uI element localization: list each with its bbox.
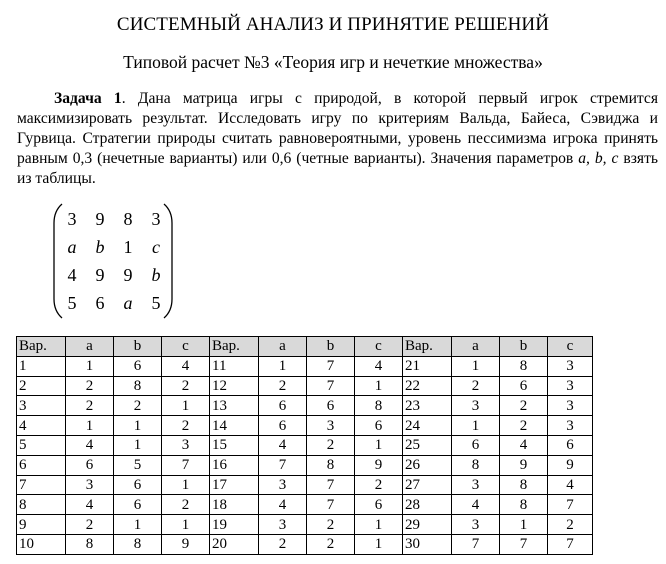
table-cell: 7 [17,475,66,495]
task-text-1: . Дана матрица игры с природой, в которой первый игрок стремится максимизировать результат. Исследовать игру по критериям Вальда, Байеса, Сэвиджа и Гурвица. Стратегии природы считать равновероятными, уровень пессимизма игрока принять равным 0,3 (нечетные варианты) или 0,6 (четные варианты). Значения параметров [17,90,659,167]
matrix-cell: 5 [67,292,77,313]
table-cell: 1 [500,515,548,535]
table-cell: 2 [162,376,210,396]
table-cell: 3 [548,376,593,396]
table-cell: 4 [259,495,307,515]
table-cell: 3 [66,475,114,495]
table-cell: 8 [17,495,66,515]
table-body [17,356,593,554]
table-cell: 2 [66,515,114,535]
matrix-cell: 9 [123,264,133,285]
table-cell: 1 [355,435,403,455]
matrix-cell: 1 [123,236,133,257]
table-cell: 2 [307,435,355,455]
table-cell: 8 [114,534,162,554]
table-header-cell: c [548,337,593,357]
table-cell: 1 [162,515,210,535]
table-cell: 3 [452,396,500,416]
table-cell: 5 [114,455,162,475]
table-cell: 2 [307,515,355,535]
table-cell: 9 [500,455,548,475]
table-cell: 8 [500,475,548,495]
table-row [17,475,593,495]
table-cell: 7 [307,356,355,376]
task-text-2: взять из таблицы. [17,150,659,187]
table-cell: 2 [162,495,210,515]
matrix-cell: 3 [67,208,77,229]
table-cell: 2 [66,396,114,416]
table-cell: 15 [210,435,259,455]
table-cell: 3 [162,435,210,455]
table-row [17,435,593,455]
table-cell: 30 [403,534,452,554]
table-cell: 4 [452,495,500,515]
table-cell: 8 [355,396,403,416]
table-cell: 4 [162,356,210,376]
table-cell: 1 [162,475,210,495]
table-cell: 6 [114,356,162,376]
table-cell: 1 [114,515,162,535]
table-cell: 2 [452,376,500,396]
table-cell: 1 [452,356,500,376]
table-cell: 8 [114,376,162,396]
matrix-cell: b [151,264,161,285]
table-cell: 7 [548,495,593,515]
table-cell: 5 [17,435,66,455]
table-header-cell: Вар. [403,337,452,357]
table-cell: 1 [114,435,162,455]
task-params: a, b, c [578,150,619,167]
page-subtitle: Типовой расчет №3 «Теория игр и нечеткие множества» [123,52,543,72]
table-cell: 2 [548,515,593,535]
matrix-cell: 5 [151,292,161,313]
table-cell: 2 [114,396,162,416]
table-cell: 1 [17,356,66,376]
table-cell: 7 [548,534,593,554]
table-cell: 1 [452,416,500,436]
table-cell: 1 [66,416,114,436]
table-cell: 12 [210,376,259,396]
matrix-grid [58,205,170,317]
matrix-cell: 4 [67,264,77,285]
table-cell: 10 [17,534,66,554]
table-header-cell: a [452,337,500,357]
table-cell: 18 [210,495,259,515]
table-cell: 6 [307,396,355,416]
table-row [17,534,593,554]
matrix-cell: 3 [151,208,161,229]
table-cell: 8 [307,455,355,475]
table-cell: 16 [210,455,259,475]
table-cell: 8 [500,495,548,515]
right-parenthesis [162,203,174,319]
variants-table [16,336,593,555]
table-cell: 4 [259,435,307,455]
table-cell: 8 [66,534,114,554]
table-cell: 6 [114,495,162,515]
table-row [17,416,593,436]
table-cell: 1 [355,534,403,554]
table-cell: 2 [500,396,548,416]
table-cell: 7 [307,376,355,396]
table-cell: 11 [210,356,259,376]
table-cell: 19 [210,515,259,535]
table-row [17,376,593,396]
matrix-cell: 9 [95,264,105,285]
table-cell: 20 [210,534,259,554]
table-cell: 9 [162,534,210,554]
table-row [17,515,593,535]
table-cell: 29 [403,515,452,535]
matrix-cell: 8 [123,208,133,229]
table-cell: 7 [500,534,548,554]
table-cell: 3 [548,396,593,416]
table-cell: 6 [452,435,500,455]
table-row [17,455,593,475]
table-cell: 6 [259,416,307,436]
table-cell: 14 [210,416,259,436]
table-header-cell: Вар. [210,337,259,357]
table-cell: 4 [66,495,114,515]
table-cell: 4 [66,435,114,455]
table-cell: 6 [259,396,307,416]
table-header-cell: Вар. [17,337,66,357]
table-cell: 2 [162,416,210,436]
table-row [17,396,593,416]
table-header-cell: b [114,337,162,357]
table-cell: 1 [259,356,307,376]
table-cell: 3 [17,396,66,416]
table-cell: 28 [403,495,452,515]
table-cell: 17 [210,475,259,495]
table-cell: 7 [259,455,307,475]
table-cell: 2 [307,534,355,554]
matrix-cell: 6 [95,292,105,313]
table-cell: 8 [500,356,548,376]
table-cell: 3 [452,515,500,535]
table-row [17,495,593,515]
table-cell: 21 [403,356,452,376]
table-header-cell: c [162,337,210,357]
table-cell: 3 [307,416,355,436]
table-cell: 4 [500,435,548,455]
table-header-cell: c [355,337,403,357]
table-cell: 26 [403,455,452,475]
matrix-cell: 9 [95,208,105,229]
table-cell: 6 [355,495,403,515]
table-cell: 23 [403,396,452,416]
table-cell: 6 [355,416,403,436]
table-cell: 9 [355,455,403,475]
table-cell: 7 [307,495,355,515]
table-cell: 9 [17,515,66,535]
table-cell: 1 [355,515,403,535]
task-paragraph [17,89,658,189]
table-row [17,356,593,376]
table-cell: 24 [403,416,452,436]
table-cell: 25 [403,435,452,455]
table-cell: 4 [548,475,593,495]
table-cell: 6 [548,435,593,455]
table-cell: 2 [259,534,307,554]
task-label: Задача 1 [54,90,122,107]
table-cell: 7 [162,455,210,475]
matrix-cell: c [152,236,160,257]
table-cell: 3 [259,475,307,495]
table-cell: 2 [17,376,66,396]
table-cell: 7 [307,475,355,495]
table-cell: 6 [114,475,162,495]
table-cell: 13 [210,396,259,416]
table-cell: 2 [355,475,403,495]
table-cell: 9 [548,455,593,475]
table-cell: 7 [452,534,500,554]
table-cell: 4 [17,416,66,436]
matrix-cell: b [95,236,105,257]
table-cell: 3 [548,416,593,436]
table-cell: 6 [17,455,66,475]
table-cell: 8 [452,455,500,475]
table-cell: 2 [500,416,548,436]
table-cell: 6 [500,376,548,396]
matrix-cell: a [67,236,77,257]
table-cell: 27 [403,475,452,495]
table-cell: 1 [355,376,403,396]
table-cell: 2 [66,376,114,396]
page-title: СИСТЕМНЫЙ АНАЛИЗ И ПРИНЯТИЕ РЕШЕНИЙ [116,14,550,35]
table-cell: 3 [548,356,593,376]
table-header-cell: b [500,337,548,357]
table-cell: 3 [259,515,307,535]
table-cell: 3 [452,475,500,495]
table-header-cell: a [259,337,307,357]
table-header-row [17,337,593,357]
game-matrix [52,203,174,319]
table-cell: 1 [162,396,210,416]
matrix-cell: a [123,292,133,313]
table-cell: 2 [259,376,307,396]
table-cell: 1 [114,416,162,436]
table-header-cell: b [307,337,355,357]
table-header-cell: a [66,337,114,357]
table-cell: 4 [355,356,403,376]
table-cell: 22 [403,376,452,396]
table-cell: 6 [66,455,114,475]
table-cell: 1 [66,356,114,376]
